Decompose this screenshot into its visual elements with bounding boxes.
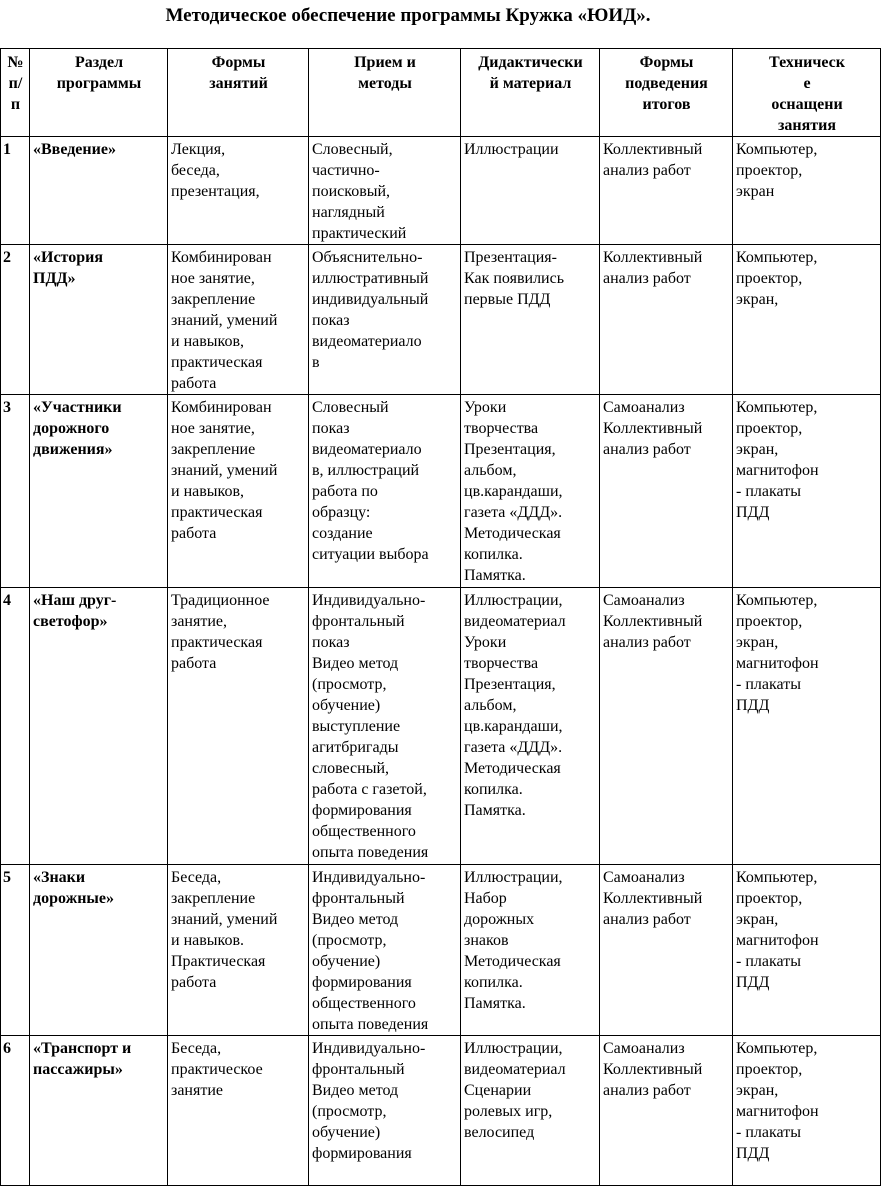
- row-material: Иллюстрации, Набор дорожных знаков Методическая копилка. Памятка.: [461, 865, 600, 1036]
- row-equipment: Компьютер, проектор, экран, магнитофон - плакаты ПДД: [733, 395, 881, 588]
- row-material: Уроки творчества Презентация, альбом, цв.карандаши, газета «ДДД». Методическая копилка. Памятка.: [461, 395, 600, 588]
- row-section: «Введение»: [30, 137, 168, 245]
- row-num: 6: [1, 1036, 30, 1186]
- table-row: [1, 588, 881, 865]
- row-methods: Индивидуально- фронтальный Видео метод (просмотр, обучение) формирования общественного опыта поведения: [309, 865, 461, 1036]
- row-methods: Словесный, частично- поисковый, наглядный практический: [309, 137, 461, 245]
- row-results: Самоанализ Коллективный анализ работ: [600, 588, 733, 865]
- table-row: [1, 1036, 881, 1186]
- header-material: Дидактически й материал: [461, 49, 600, 137]
- row-methods: Индивидуально- фронтальный Видео метод (просмотр, обучение) формирования: [309, 1036, 461, 1186]
- header-equipment: Техническ е оснащени занятия: [733, 49, 881, 137]
- header-forms: Формы занятий: [168, 49, 309, 137]
- table-row: [1, 395, 881, 588]
- row-num: 4: [1, 588, 30, 865]
- row-equipment: Компьютер, проектор, экран,: [733, 245, 881, 395]
- row-section: «Участники дорожного движения»: [30, 395, 168, 588]
- row-methods: Индивидуально- фронтальный показ Видео метод (просмотр, обучение) выступление агитбригады словесный, работа с газетой, формирования общественного опыта поведения: [309, 588, 461, 865]
- row-equipment: Компьютер, проектор, экран, магнитофон - плакаты ПДД: [733, 588, 881, 865]
- table-row: [1, 865, 881, 1036]
- methods-table: [0, 48, 881, 1186]
- header-row: [1, 49, 881, 137]
- table-row: [1, 137, 881, 245]
- row-material: Иллюстрации, видеоматериал Сценарии ролевых игр, велосипед: [461, 1036, 600, 1186]
- row-forms: Лекция, беседа, презентация,: [168, 137, 309, 245]
- row-forms: Беседа, практическое занятие: [168, 1036, 309, 1186]
- row-material: Презентация- Как появились первые ПДД: [461, 245, 600, 395]
- row-num: 1: [1, 137, 30, 245]
- row-equipment: Компьютер, проектор, экран, магнитофон - плакаты ПДД: [733, 865, 881, 1036]
- row-equipment: Компьютер, проектор, экран: [733, 137, 881, 245]
- row-results: Коллективный анализ работ: [600, 245, 733, 395]
- row-results: Самоанализ Коллективный анализ работ: [600, 1036, 733, 1186]
- row-material: Иллюстрации: [461, 137, 600, 245]
- row-methods: Словесный показ видеоматериало в, иллюстраций работа по образцу: создание ситуации выбора: [309, 395, 461, 588]
- row-section: «Наш друг- светофор»: [30, 588, 168, 865]
- row-section: «История ПДД»: [30, 245, 168, 395]
- row-results: Самоанализ Коллективный анализ работ: [600, 865, 733, 1036]
- row-results: Коллективный анализ работ: [600, 137, 733, 245]
- row-forms: Традиционное занятие, практическая работа: [168, 588, 309, 865]
- row-equipment: Компьютер, проектор, экран, магнитофон - плакаты ПДД: [733, 1036, 881, 1186]
- header-num: № п/ п: [1, 49, 30, 137]
- row-section: «Знаки дорожные»: [30, 865, 168, 1036]
- row-section: «Транспорт и пассажиры»: [30, 1036, 168, 1186]
- row-num: 3: [1, 395, 30, 588]
- row-forms: Комбинирован ное занятие, закрепление знаний, умений и навыков, практическая работа: [168, 245, 309, 395]
- header-methods: Прием и методы: [309, 49, 461, 137]
- row-results: Самоанализ Коллективный анализ работ: [600, 395, 733, 588]
- header-results: Формы подведения итогов: [600, 49, 733, 137]
- table-row: [1, 245, 881, 395]
- row-material: Иллюстрации, видеоматериал Уроки творчества Презентация, альбом, цв.карандаши, газета «ДДД». Методическая копилка. Памятка.: [461, 588, 600, 865]
- header-section: Раздел программы: [30, 49, 168, 137]
- row-num: 2: [1, 245, 30, 395]
- page-title: Методическое обеспечение программы Кружка «ЮИД».: [165, 5, 651, 26]
- row-methods: Объяснительно- иллюстративный индивидуальный показ видеоматериало в: [309, 245, 461, 395]
- row-num: 5: [1, 865, 30, 1036]
- row-forms: Комбинирован ное занятие, закрепление знаний, умений и навыков, практическая работа: [168, 395, 309, 588]
- row-forms: Беседа, закрепление знаний, умений и навыков. Практическая работа: [168, 865, 309, 1036]
